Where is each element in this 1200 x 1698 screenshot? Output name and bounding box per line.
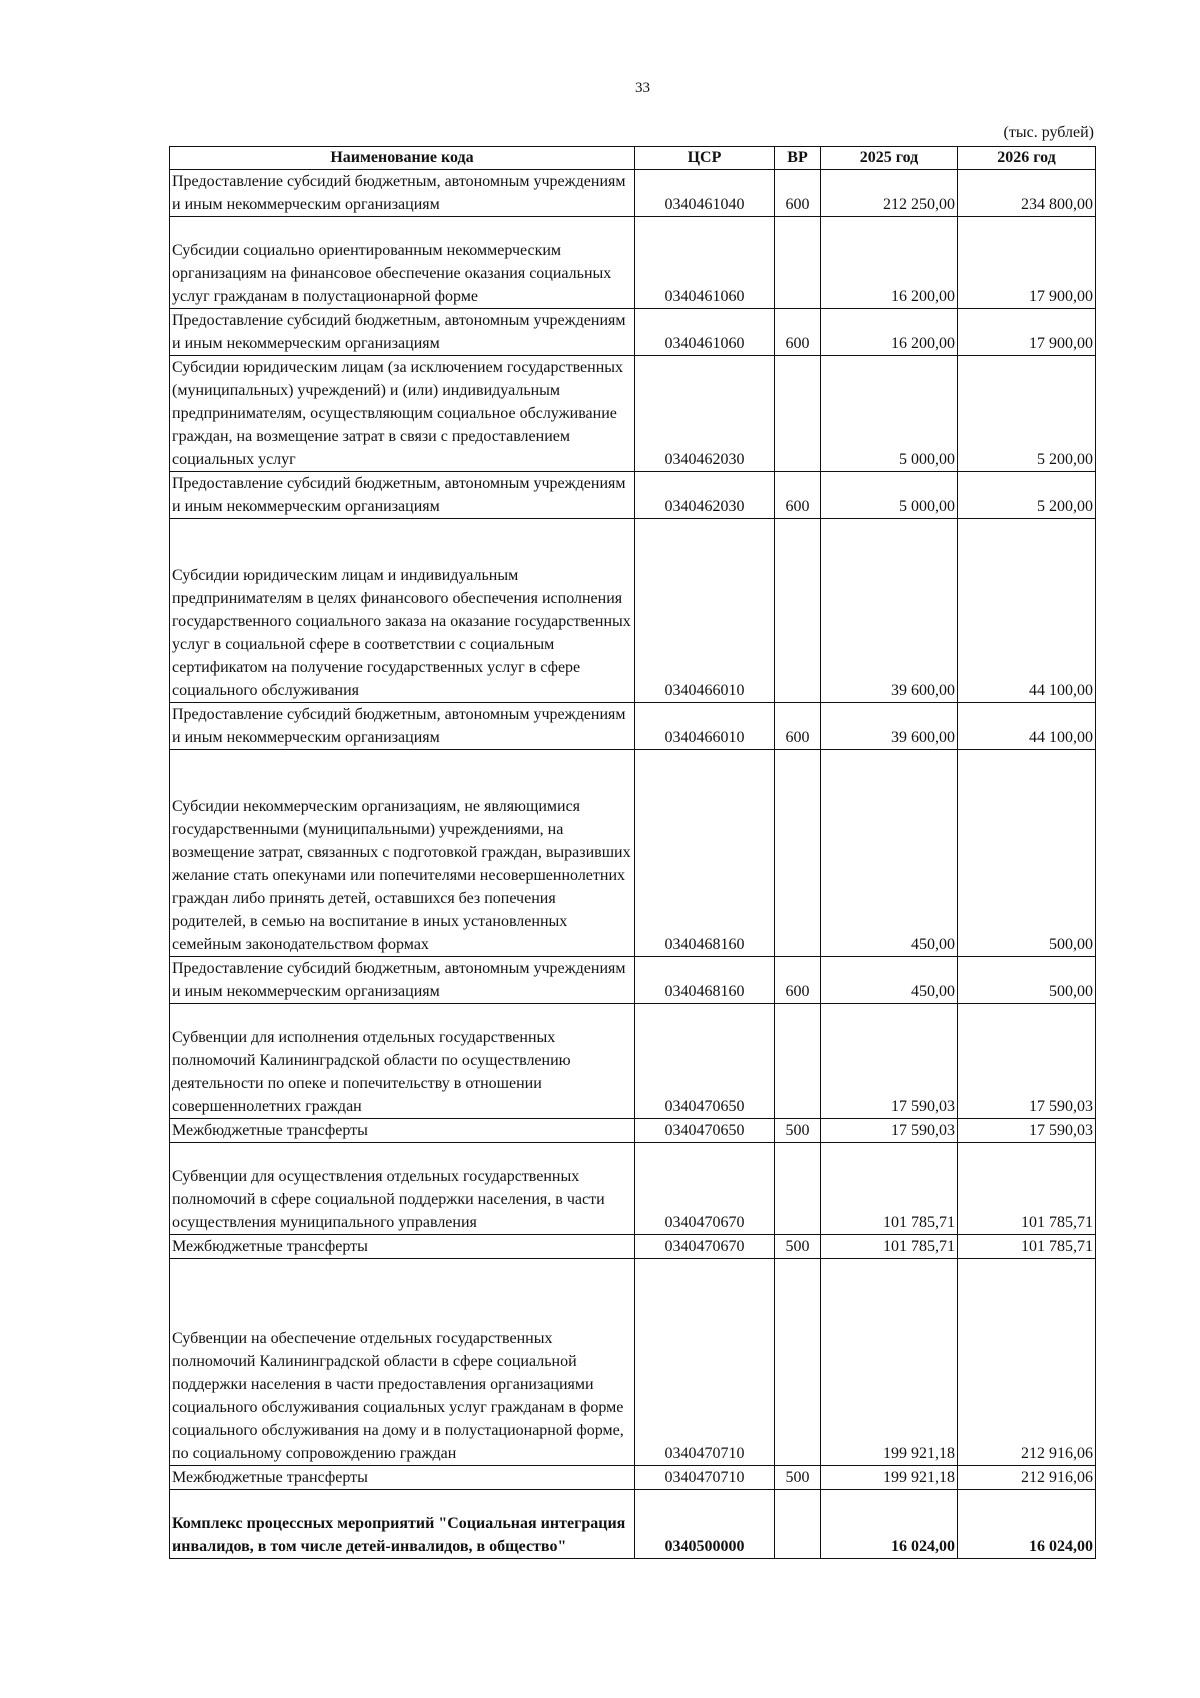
row-name-cell: Субвенции для исполнения отдельных государственных полномочий Калининградской области по осуществлению деятельности по опеке и попечительству в отношении совершеннолетних граждан <box>170 1004 635 1119</box>
row-2026-cell: 5 200,00 <box>958 472 1096 519</box>
row-2026-cell: 500,00 <box>958 957 1096 1004</box>
row-vr-cell <box>775 750 821 957</box>
row-2025-cell: 199 921,18 <box>821 1259 958 1466</box>
row-vr-cell <box>775 1490 821 1559</box>
row-csr-cell: 0340470710 <box>635 1259 775 1466</box>
row-2025-cell: 17 590,03 <box>821 1119 958 1143</box>
table-row <box>170 1259 1096 1466</box>
row-name-cell: Субсидии социально ориентированным некоммерческим организациям на финансовое обеспечение оказания социальных услуг гражданам в полустационарной форме <box>170 217 635 309</box>
row-vr-cell: 500 <box>775 1119 821 1143</box>
row-csr-cell: 0340462030 <box>635 356 775 472</box>
row-name-cell: Субвенции на обеспечение отдельных государственных полномочий Калининградской области в сфере социальной поддержки населения в части предоставления организациями социального обслуживания социальных услуг гражданам в форме социального обслуживания на дому и в полустационарной форме, по социальному сопровождению граждан <box>170 1259 635 1466</box>
row-vr-cell: 600 <box>775 957 821 1004</box>
row-2025-cell: 101 785,71 <box>821 1235 958 1259</box>
row-2026-cell: 17 900,00 <box>958 309 1096 356</box>
row-csr-cell: 0340461060 <box>635 217 775 309</box>
row-2025-cell: 450,00 <box>821 957 958 1004</box>
table-row <box>170 519 1096 703</box>
table-row <box>170 1466 1096 1490</box>
table-row <box>170 703 1096 750</box>
row-vr-cell <box>775 1004 821 1119</box>
row-2025-cell: 450,00 <box>821 750 958 957</box>
row-vr-cell: 600 <box>775 170 821 217</box>
row-name-cell: Комплекс процессных мероприятий "Социальная интеграция инвалидов, в том числе детей-инвалидов, в общество" <box>170 1490 635 1559</box>
table-row <box>170 1143 1096 1235</box>
row-2026-cell: 101 785,71 <box>958 1235 1096 1259</box>
row-vr-cell: 600 <box>775 309 821 356</box>
row-2025-cell: 5 000,00 <box>821 356 958 472</box>
row-name-cell: Предоставление субсидий бюджетным, автономным учреждениям и иным некоммерческим организациям <box>170 703 635 750</box>
header-vr: ВР <box>775 147 821 170</box>
row-name-cell: Межбюджетные трансферты <box>170 1235 635 1259</box>
row-vr-cell: 600 <box>775 472 821 519</box>
row-2025-cell: 5 000,00 <box>821 472 958 519</box>
row-2026-cell: 44 100,00 <box>958 519 1096 703</box>
header-2025: 2025 год <box>821 147 958 170</box>
table-row <box>170 1119 1096 1143</box>
row-2025-cell: 212 250,00 <box>821 170 958 217</box>
row-csr-cell: 0340466010 <box>635 703 775 750</box>
row-name-cell: Субсидии юридическим лицам (за исключением государственных (муниципальных) учреждений) и (или) индивидуальным предпринимателям, осуществляющим социальное обслуживание граждан, на возмещение затрат в связи с предоставлением социальных услуг <box>170 356 635 472</box>
row-2025-cell: 16 200,00 <box>821 309 958 356</box>
table-row <box>170 1235 1096 1259</box>
row-csr-cell: 0340461040 <box>635 170 775 217</box>
table-row <box>170 472 1096 519</box>
row-csr-cell: 0340468160 <box>635 750 775 957</box>
row-2025-cell: 101 785,71 <box>821 1143 958 1235</box>
row-csr-cell: 0340500000 <box>635 1490 775 1559</box>
row-vr-cell: 500 <box>775 1235 821 1259</box>
row-csr-cell: 0340470670 <box>635 1235 775 1259</box>
row-2026-cell: 500,00 <box>958 750 1096 957</box>
row-csr-cell: 0340462030 <box>635 472 775 519</box>
row-csr-cell: 0340470650 <box>635 1004 775 1119</box>
table-row <box>170 356 1096 472</box>
row-2025-cell: 16 200,00 <box>821 217 958 309</box>
row-vr-cell <box>775 1259 821 1466</box>
page-number: 33 <box>635 80 650 96</box>
row-2026-cell: 17 590,03 <box>958 1119 1096 1143</box>
row-vr-cell: 600 <box>775 703 821 750</box>
row-2026-cell: 5 200,00 <box>958 356 1096 472</box>
table-row <box>170 750 1096 957</box>
row-vr-cell <box>775 356 821 472</box>
table-row <box>170 170 1096 217</box>
row-name-cell: Субсидии юридическим лицам и индивидуальным предпринимателям в целях финансового обеспечения исполнения государственного социального заказа на оказание государственных услуг в социальной сфере в соответствии с социальным сертификатом на получение государственных услуг в сфере социального обслуживания <box>170 519 635 703</box>
table-row <box>170 217 1096 309</box>
row-2025-cell: 39 600,00 <box>821 519 958 703</box>
table-row <box>170 1490 1096 1559</box>
row-2026-cell: 101 785,71 <box>958 1143 1096 1235</box>
row-vr-cell: 500 <box>775 1466 821 1490</box>
row-2026-cell: 16 024,00 <box>958 1490 1096 1559</box>
row-name-cell: Предоставление субсидий бюджетным, автономным учреждениям и иным некоммерческим организациям <box>170 472 635 519</box>
row-2026-cell: 17 900,00 <box>958 217 1096 309</box>
row-name-cell: Субсидии некоммерческим организациям, не являющимися государственными (муниципальными) учреждениями, на возмещение затрат, связанных с подготовкой граждан, выразивших желание стать опекунами или попечителями несовершеннолетних граждан либо принять детей, оставшихся без попечения родителей, в семью на воспитание в иных установленных семейным законодательством формах <box>170 750 635 957</box>
row-2026-cell: 234 800,00 <box>958 170 1096 217</box>
budget-table <box>169 146 1096 1559</box>
row-2026-cell: 44 100,00 <box>958 703 1096 750</box>
table-row <box>170 309 1096 356</box>
row-vr-cell <box>775 217 821 309</box>
row-2025-cell: 199 921,18 <box>821 1466 958 1490</box>
row-name-cell: Субвенции для осуществления отдельных государственных полномочий в сфере социальной поддержки населения, в части осуществления муниципального управления <box>170 1143 635 1235</box>
header-csr: ЦСР <box>635 147 775 170</box>
header-2026: 2026 год <box>958 147 1096 170</box>
header-name: Наименование кода <box>170 147 635 170</box>
row-csr-cell: 0340468160 <box>635 957 775 1004</box>
table-row <box>170 957 1096 1004</box>
row-csr-cell: 0340470710 <box>635 1466 775 1490</box>
row-name-cell: Межбюджетные трансферты <box>170 1466 635 1490</box>
row-2025-cell: 39 600,00 <box>821 703 958 750</box>
row-2025-cell: 17 590,03 <box>821 1004 958 1119</box>
row-name-cell: Предоставление субсидий бюджетным, автономным учреждениям и иным некоммерческим организациям <box>170 309 635 356</box>
row-csr-cell: 0340466010 <box>635 519 775 703</box>
table-header-row <box>170 147 1096 170</box>
row-csr-cell: 0340461060 <box>635 309 775 356</box>
row-vr-cell <box>775 1143 821 1235</box>
row-2026-cell: 212 916,06 <box>958 1466 1096 1490</box>
row-name-cell: Предоставление субсидий бюджетным, автономным учреждениям и иным некоммерческим организациям <box>170 170 635 217</box>
row-name-cell: Предоставление субсидий бюджетным, автономным учреждениям и иным некоммерческим организациям <box>170 957 635 1004</box>
row-csr-cell: 0340470650 <box>635 1119 775 1143</box>
row-name-cell: Межбюджетные трансферты <box>170 1119 635 1143</box>
row-2025-cell: 16 024,00 <box>821 1490 958 1559</box>
row-2026-cell: 17 590,03 <box>958 1004 1096 1119</box>
units-label: (тыс. рублей) <box>1003 124 1094 141</box>
row-csr-cell: 0340470670 <box>635 1143 775 1235</box>
row-2026-cell: 212 916,06 <box>958 1259 1096 1466</box>
row-vr-cell <box>775 519 821 703</box>
table-row <box>170 1004 1096 1119</box>
